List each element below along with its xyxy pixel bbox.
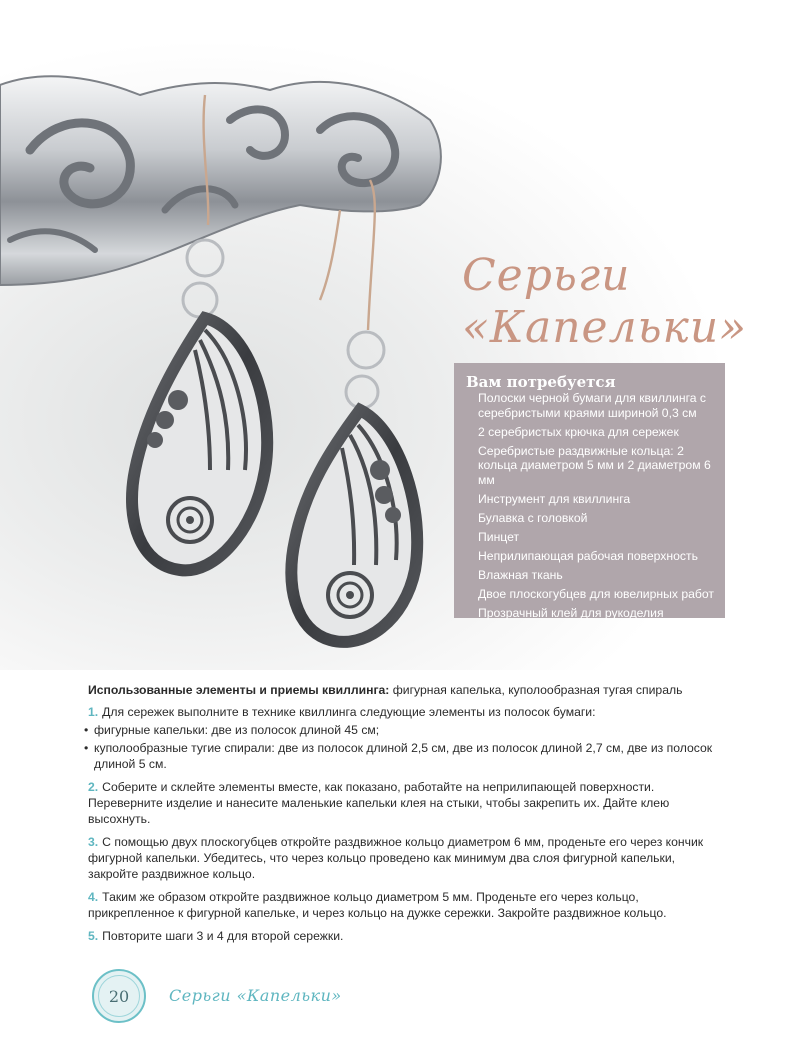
materials-list: [466, 391, 715, 621]
materials-item: Булавка с головкой: [478, 510, 588, 525]
materials-item: Двое плоскогубцев для ювелирных работ: [478, 587, 714, 602]
bullet-item: • фигурные капельки: две из полосок длиной 45 см;: [84, 722, 728, 738]
materials-item: Пинцет: [478, 529, 520, 544]
step-text: Повторите шаги 3 и 4 для второй сережки.: [102, 929, 344, 943]
step-4: [88, 889, 728, 921]
step-number: 2.: [88, 780, 99, 794]
techniques-intro: [88, 682, 728, 698]
step-number: 3.: [88, 835, 99, 849]
step-1: [88, 704, 728, 772]
materials-item: Полоски черной бумаги для квиллинга с серебристыми краями шириной 0,3 см: [478, 391, 707, 420]
step-5: [88, 928, 728, 944]
silver-holder: [0, 76, 441, 285]
materials-item: Влажная ткань: [478, 568, 563, 583]
step-1-bullets: [88, 722, 728, 772]
techniques-label: Использованные элементы и приемы квиллинга:: [88, 683, 390, 697]
step-text: Соберите и склейте элементы вместе, как показано, работайте на неприлипающей поверхности. Переверните изделие и нанесите маленькие капельки клея на стыки, чтобы закрепить их. Дайте клею высохнуть.: [88, 780, 670, 826]
step-text: Для сережек выполните в технике квиллинга следующие элементы из полосок бумаги:: [102, 705, 596, 719]
materials-item: Инструмент для квиллинга: [478, 491, 631, 506]
step-3: [88, 834, 728, 882]
page-number: 20: [108, 986, 130, 1006]
step-text: С помощью двух плоскогубцев откройте раздвижное кольцо диаметром 6 мм, проденьте его через кончик фигурной капельки. Убедитесь, что через кольцо проведено как минимум два слоя фигурной капельки, закройте раздвижное кольцо.: [88, 835, 704, 881]
page-title: [462, 250, 762, 354]
materials-item: Серебристые раздвижные кольца: 2 кольца диаметром 5 мм и 2 диаметром 6 мм: [478, 443, 711, 487]
materials-item: Неприлипающая рабочая поверхность: [478, 549, 698, 564]
page-title-line1: Серьги: [462, 250, 631, 301]
materials-item: 2 серебристых крючка для сережек: [478, 424, 679, 439]
page-number-badge: [92, 969, 146, 1023]
bullet-item: • куполообразные тугие спирали: две из полосок длиной 2,5 см, две из полосок длиной 2,7 см, две из полосок длиной 5 см.: [84, 740, 728, 772]
running-title: Серьги «Капельки»: [169, 986, 342, 1005]
materials-heading: Вам потребуется: [466, 373, 616, 391]
techniques-text: фигурная капелька, куполообразная тугая спираль: [389, 683, 683, 697]
step-2: [88, 779, 728, 827]
step-number: 5.: [88, 929, 99, 943]
instructions: [88, 682, 728, 951]
step-text: Таким же образом откройте раздвижное кольцо диаметром 5 мм. Проденьте его через кольцо, прикрепленное к фигурной капельке, и через кольцо на дужке сережки. Закройте раздвижное кольцо.: [88, 890, 667, 920]
step-number: 1.: [88, 705, 99, 719]
materials-box: [454, 363, 725, 621]
materials-item: Прозрачный клей для рукоделия: [478, 606, 664, 621]
right-earring: [291, 180, 417, 642]
page-title-line2: «Капельки»: [462, 302, 748, 353]
step-number: 4.: [88, 890, 99, 904]
